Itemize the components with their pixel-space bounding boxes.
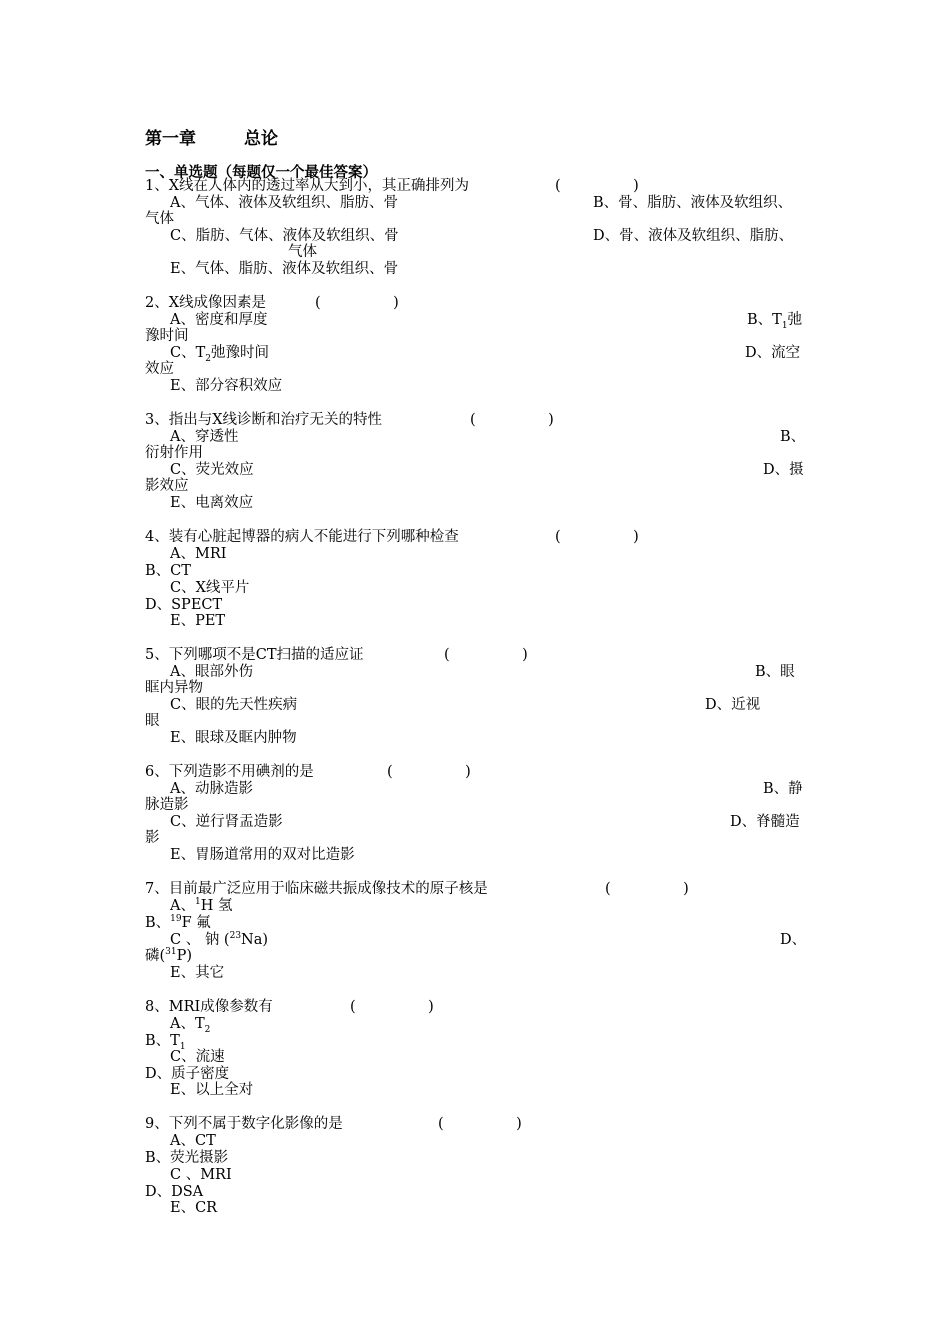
question-5-option-e: E、眼球及眶内肿物 xyxy=(170,730,297,746)
question-5-option-a: A、眼部外伤 xyxy=(170,664,253,680)
question-8-option-c: C、流速 xyxy=(170,1049,225,1065)
question-6-blank: ( ) xyxy=(387,764,471,780)
question-9-option-c: C 、MRI xyxy=(170,1167,232,1183)
question-3-option-d: D、摄 xyxy=(763,462,804,478)
question-5-option-b: B、眼 xyxy=(755,664,795,680)
question-9-option-d: D、DSA xyxy=(145,1184,204,1200)
question-5-option-d-wrap: 眼 xyxy=(145,713,160,729)
question-6-option-d: D、脊髓造 xyxy=(730,814,800,830)
question-5-blank: ( ) xyxy=(444,647,528,663)
question-4-option-d: D、SPECT xyxy=(145,597,223,613)
question-1-option-e: E、气体、脂肪、液体及软组织、骨 xyxy=(170,261,399,277)
question-5-option-b-wrap: 眶内异物 xyxy=(145,680,203,696)
question-5-stem: 5、下列哪项不是CT扫描的适应证 xyxy=(145,647,364,663)
question-2-blank: ( ) xyxy=(315,295,399,311)
question-1-stem: 1、X线在人体内的透过率从大到小，其正确排列为 xyxy=(145,178,470,194)
question-4-option-b: B、CT xyxy=(145,563,191,579)
question-2-option-b: B、$T_1$弛 xyxy=(747,312,803,331)
section-title: 一、单选题（每题仅一个最佳答案） xyxy=(145,165,377,181)
question-4-option-c: C、X线平片 xyxy=(170,580,250,596)
question-7-option-d-wrap: 磷($^{31}$P) xyxy=(145,947,193,964)
chapter-number: 第一章 xyxy=(145,129,196,149)
question-4-stem: 4、装有心脏起博器的病人不能进行下列哪种检查 xyxy=(145,529,459,545)
question-9-option-a: A、CT xyxy=(170,1133,216,1149)
question-2-option-c: C、$T_2$弛豫时间 xyxy=(170,345,270,364)
question-5-option-d: D、近视 xyxy=(705,697,761,713)
question-9-stem: 9、下列不属于数字化影像的是 xyxy=(145,1116,343,1132)
question-4-option-a: A、MRI xyxy=(170,546,227,562)
question-7-option-a: A、$^1$H 氢 xyxy=(170,897,233,914)
chapter-heading xyxy=(145,124,278,149)
question-7-option-b: B、$^{19}$F 氟 xyxy=(145,914,211,931)
question-3-option-c: C、荧光效应 xyxy=(170,462,254,478)
question-2-option-d: D、流空 xyxy=(745,345,801,361)
question-1-option-d-wrap: 气体 xyxy=(288,244,317,260)
question-3-blank: ( ) xyxy=(470,412,554,428)
question-7-option-c: C 、 钠 ($^{23}$Na) xyxy=(170,931,269,948)
question-2-option-d-wrap: 效应 xyxy=(145,361,174,377)
question-6-option-b: B、静 xyxy=(763,781,803,797)
question-3-option-d-wrap: 影效应 xyxy=(145,478,189,494)
question-4-option-e: E、PET xyxy=(170,613,226,629)
question-1-option-a: A、气体、液体及软组织、脂肪、骨 xyxy=(170,195,398,211)
question-9-option-e: E、CR xyxy=(170,1200,218,1216)
question-3-stem: 3、指出与X线诊断和治疗无关的特性 xyxy=(145,412,383,428)
question-6-option-a: A、动脉造影 xyxy=(170,781,253,797)
question-6-option-d-wrap: 影 xyxy=(145,830,160,846)
question-1-blank: ( ) xyxy=(555,178,639,194)
question-8-blank: ( ) xyxy=(350,999,434,1015)
question-3-option-b-wrap: 衍射作用 xyxy=(145,445,203,461)
question-9-blank: ( ) xyxy=(438,1116,522,1132)
question-7-blank: ( ) xyxy=(605,881,689,897)
question-6-stem: 6、下列造影不用碘剂的是 xyxy=(145,764,314,780)
question-5-option-c: C、眼的先天性疾病 xyxy=(170,697,298,713)
question-3-option-e: E、电离效应 xyxy=(170,495,254,511)
question-1-option-d: D、骨、液体及软组织、脂肪、 xyxy=(593,228,794,244)
question-8-stem: 8、MRI成像参数有 xyxy=(145,999,273,1015)
question-6-option-c: C、逆行肾盂造影 xyxy=(170,814,283,830)
question-6-option-e: E、胃肠道常用的双对比造影 xyxy=(170,847,355,863)
question-2-option-a: A、密度和厚度 xyxy=(170,312,268,328)
question-8-option-e: E、以上全对 xyxy=(170,1082,254,1098)
question-3-option-b: B、 xyxy=(780,429,806,445)
question-7-option-e: E、其它 xyxy=(170,965,225,981)
question-7-stem: 7、目前最广泛应用于临床磁共振成像技术的原子核是 xyxy=(145,881,488,897)
chapter-title: 总论 xyxy=(244,129,278,149)
question-1-option-b-wrap: 气体 xyxy=(145,211,174,227)
question-3-option-a: A、穿透性 xyxy=(170,429,239,445)
question-8-option-a: A、$T_2$ xyxy=(170,1016,211,1035)
question-6-option-b-wrap: 脉造影 xyxy=(145,797,189,813)
question-2-option-e: E、部分容积效应 xyxy=(170,378,283,394)
question-2-stem: 2、X线成像因素是 xyxy=(145,295,267,311)
question-1-option-c: C、脂肪、气体、液体及软组织、骨 xyxy=(170,228,399,244)
question-7-option-d: D、 xyxy=(780,932,807,948)
question-4-blank: ( ) xyxy=(555,529,639,545)
question-9-option-b: B、荧光摄影 xyxy=(145,1150,229,1166)
question-1-option-b: B、骨、脂肪、液体及软组织、 xyxy=(593,195,793,211)
question-8-option-d: D、质子密度 xyxy=(145,1066,230,1082)
question-2-option-b-wrap: 豫时间 xyxy=(145,328,189,344)
question-8-option-b: B、$T_1$ xyxy=(145,1033,186,1052)
